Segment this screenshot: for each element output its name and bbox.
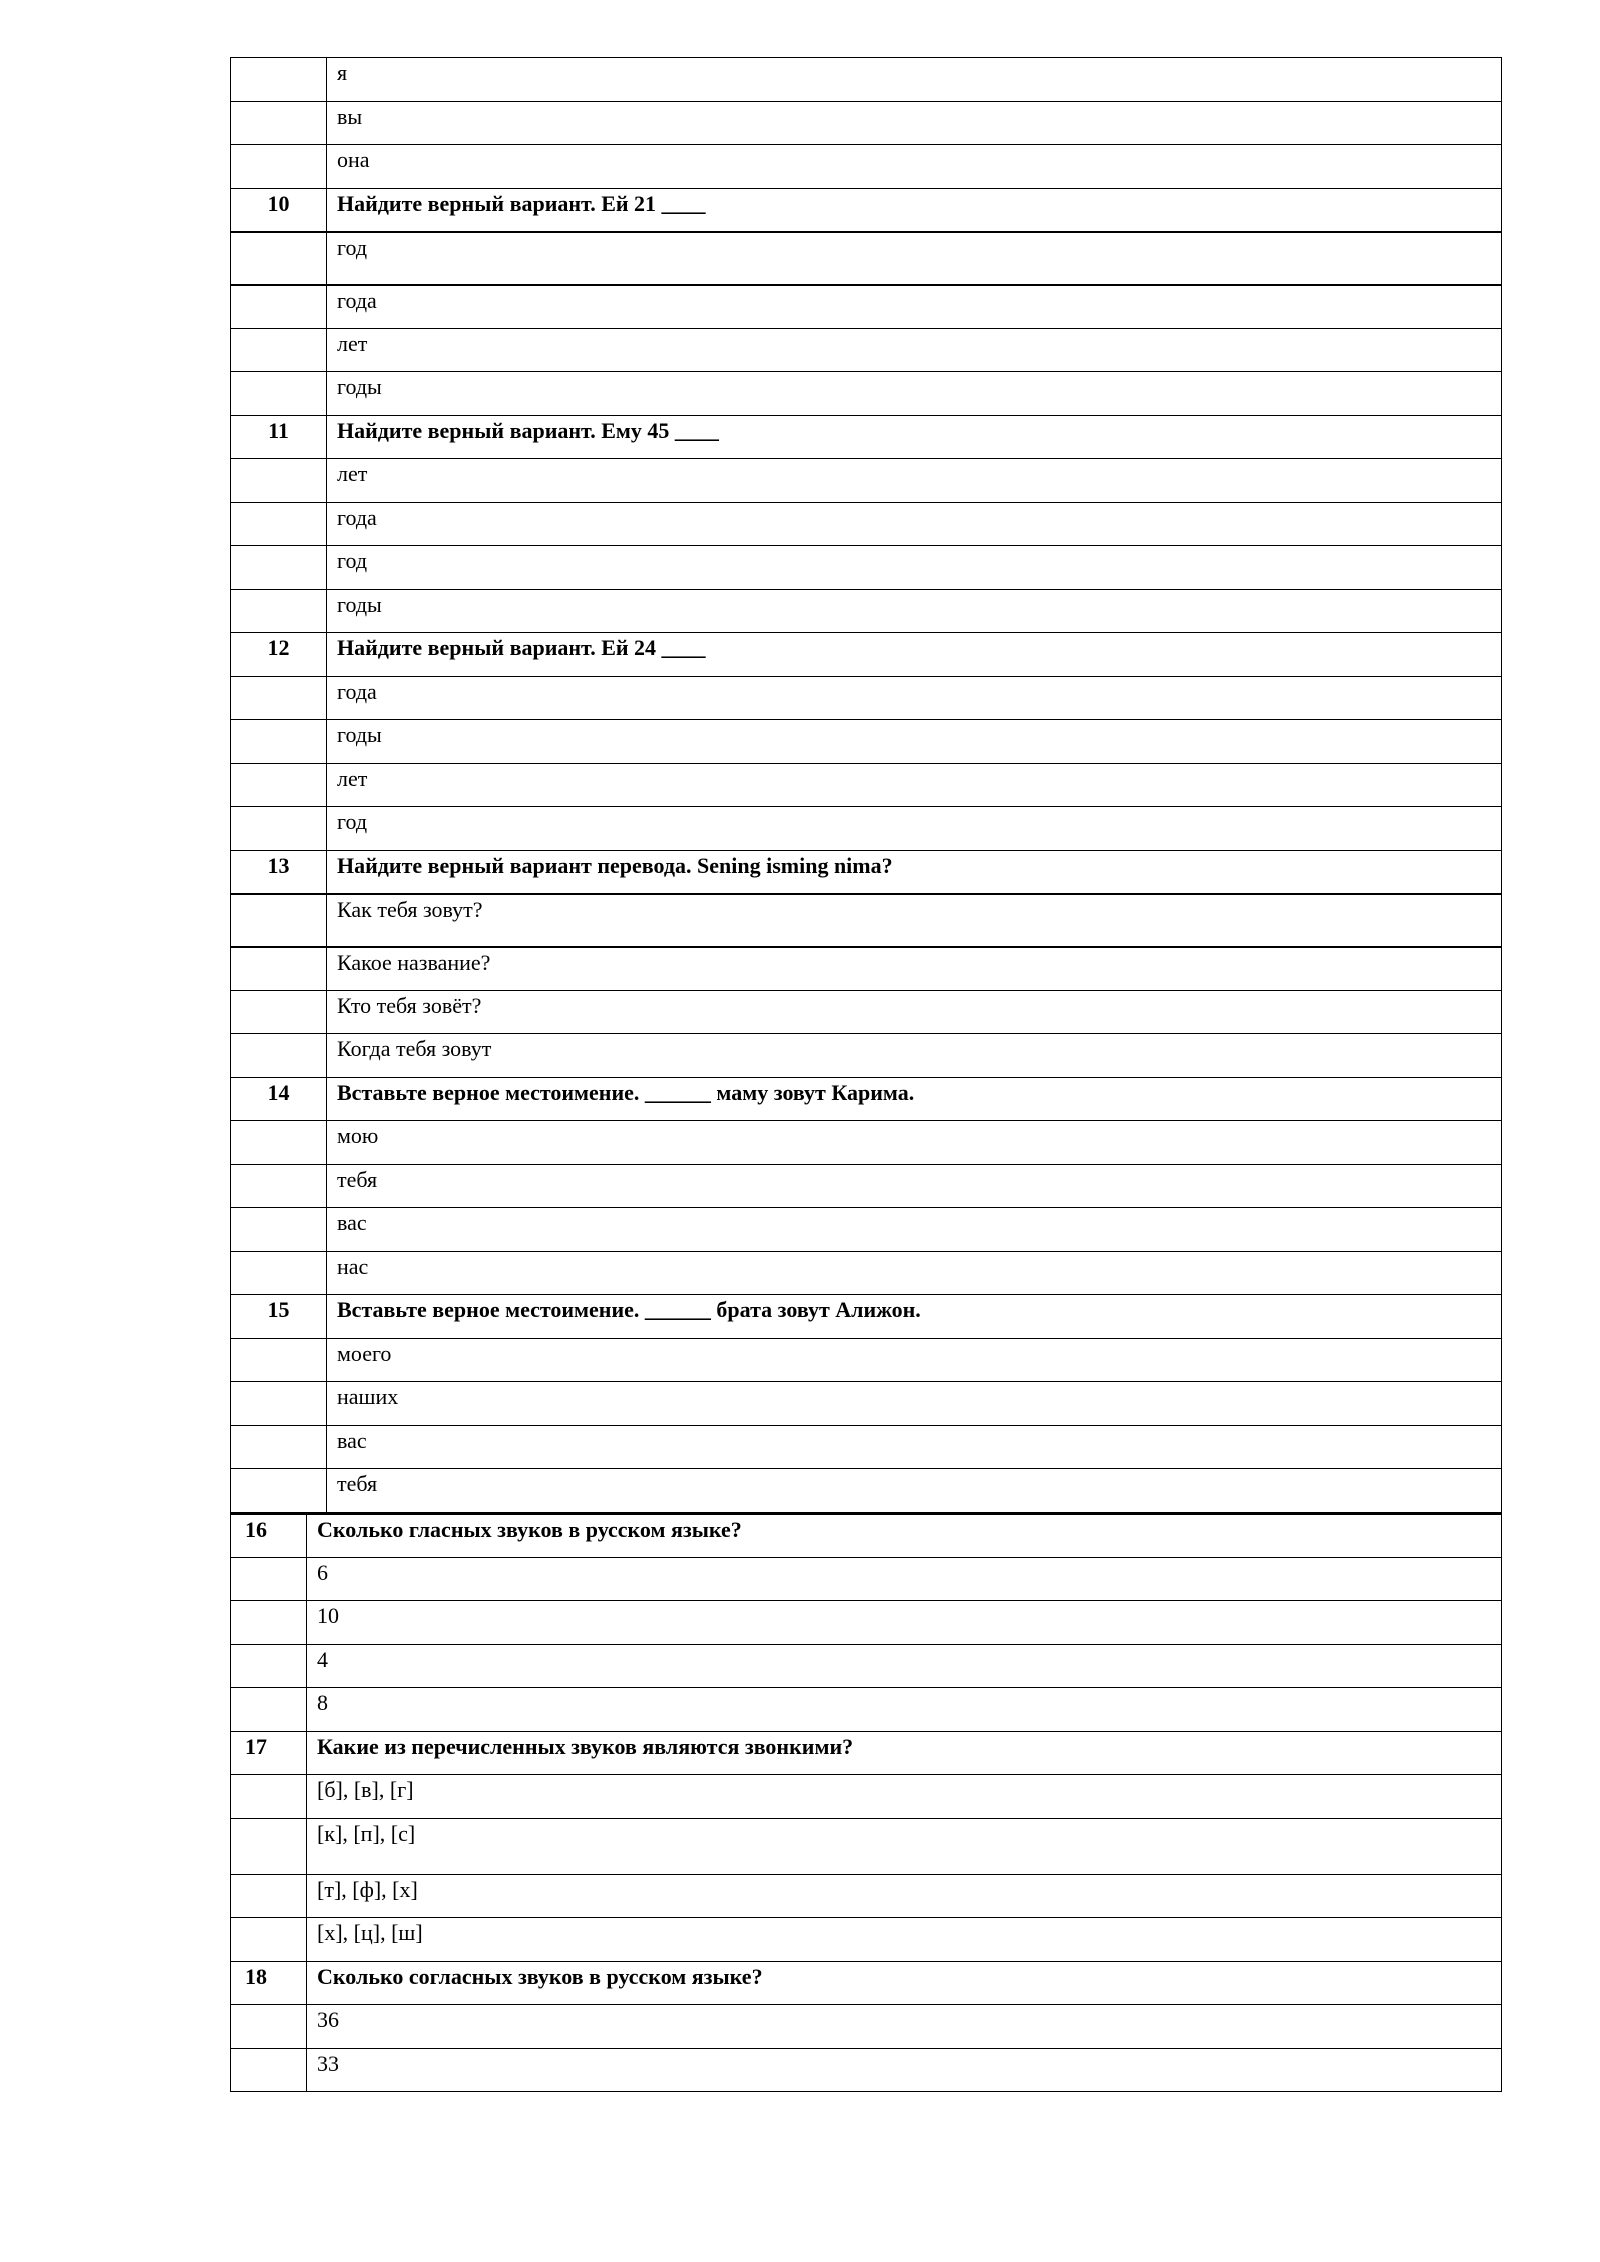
answer-option-row [231, 1469, 1502, 1513]
answer-option-text: год [327, 232, 1502, 285]
question-number-cell [231, 589, 327, 633]
answer-option-row [231, 1251, 1502, 1295]
answer-option-row [231, 145, 1502, 189]
question-row [231, 850, 1502, 894]
answer-option-text: моего [327, 1338, 1502, 1382]
questions-table-part2 [230, 1513, 1502, 2093]
question-number-cell [231, 58, 327, 102]
answer-option-text: Как тебя зовут? [327, 894, 1502, 947]
question-number-cell: 13 [231, 850, 327, 894]
answer-option-text: 4 [307, 1644, 1502, 1688]
answer-option-text: год [327, 807, 1502, 851]
answer-option-row [231, 58, 1502, 102]
answer-option-row [231, 372, 1502, 416]
question-number-cell [231, 807, 327, 851]
question-number-cell [231, 328, 327, 372]
answer-option-text: наших [327, 1382, 1502, 1426]
answer-option-row [231, 990, 1502, 1034]
answer-option-row [231, 232, 1502, 285]
question-number-cell [231, 232, 327, 285]
answer-option-text: лет [327, 328, 1502, 372]
question-number-cell [231, 459, 327, 503]
question-number-cell [231, 1251, 327, 1295]
answer-option-row [231, 807, 1502, 851]
question-number-cell [231, 1338, 327, 1382]
question-number-cell [231, 1874, 307, 1918]
question-number-cell [231, 2005, 307, 2049]
question-number-cell [231, 1469, 327, 1513]
question-number-cell: 18 [231, 1961, 307, 2005]
question-row [231, 1961, 1502, 2005]
answer-option-text: тебя [327, 1469, 1502, 1513]
answer-option-row [231, 328, 1502, 372]
question-number-cell: 10 [231, 188, 327, 232]
answer-option-row [231, 502, 1502, 546]
answer-option-text: годы [327, 589, 1502, 633]
answer-option-row [231, 1874, 1502, 1918]
answer-option-text: [х], [ц], [ш] [307, 1918, 1502, 1962]
answer-option-row [231, 947, 1502, 991]
question-text: Вставьте верное местоимение. ______ маму зовут Карима. [327, 1077, 1502, 1121]
answer-option-text: мою [327, 1121, 1502, 1165]
answer-option-row [231, 1382, 1502, 1426]
answer-option-text: вас [327, 1208, 1502, 1252]
question-number-cell [231, 2048, 307, 2092]
answer-option-row [231, 546, 1502, 590]
question-text: Вставьте верное местоимение. ______ брата зовут Алижон. [327, 1295, 1502, 1339]
question-number-cell: 15 [231, 1295, 327, 1339]
answer-option-text: 6 [307, 1557, 1502, 1601]
answer-option-row [231, 1775, 1502, 1819]
answer-option-text: года [327, 285, 1502, 329]
answer-option-row [231, 285, 1502, 329]
answer-option-row [231, 676, 1502, 720]
answer-option-text: [т], [ф], [х] [307, 1874, 1502, 1918]
answer-option-text: 10 [307, 1601, 1502, 1645]
answer-option-row [231, 1425, 1502, 1469]
answer-option-text: года [327, 502, 1502, 546]
questions-table-part1 [230, 57, 1502, 1513]
question-row [231, 415, 1502, 459]
question-text: Какие из перечисленных звуков являются звонкими? [307, 1731, 1502, 1775]
answer-option-text: 8 [307, 1688, 1502, 1732]
question-number-cell: 12 [231, 633, 327, 677]
answer-option-row [231, 1644, 1502, 1688]
answer-option-text: годы [327, 720, 1502, 764]
question-number-cell [231, 1382, 327, 1426]
answer-option-text: она [327, 145, 1502, 189]
answer-option-row [231, 2005, 1502, 2049]
answer-option-text: 36 [307, 2005, 1502, 2049]
question-row [231, 1514, 1502, 1558]
question-number-cell [231, 1557, 307, 1601]
answer-option-text: года [327, 676, 1502, 720]
question-row [231, 1077, 1502, 1121]
answer-option-row [231, 894, 1502, 947]
question-text: Найдите верный вариант перевода. Sening isming nima? [327, 850, 1502, 894]
question-number-cell [231, 1688, 307, 1732]
question-number-cell [231, 1644, 307, 1688]
answer-option-row [231, 589, 1502, 633]
answer-option-text: Кто тебя зовёт? [327, 990, 1502, 1034]
answer-option-row [231, 1034, 1502, 1078]
question-number-cell [231, 1918, 307, 1962]
question-number-cell [231, 676, 327, 720]
question-number-cell [231, 1601, 307, 1645]
answer-option-row [231, 1601, 1502, 1645]
question-text: Найдите верный вариант. Ей 21 ____ [327, 188, 1502, 232]
answer-option-text: лет [327, 459, 1502, 503]
question-number-cell: 14 [231, 1077, 327, 1121]
answer-option-text: тебя [327, 1164, 1502, 1208]
question-number-cell [231, 1034, 327, 1078]
question-text: Найдите верный вариант. Ему 45 ____ [327, 415, 1502, 459]
answer-option-row [231, 1557, 1502, 1601]
question-number-cell: 11 [231, 415, 327, 459]
answer-option-text: Когда тебя зовут [327, 1034, 1502, 1078]
question-number-cell [231, 894, 327, 947]
answer-option-row [231, 1338, 1502, 1382]
question-text: Сколько согласных звуков в русском языке? [307, 1961, 1502, 2005]
answer-option-text: лет [327, 763, 1502, 807]
answer-option-row [231, 1818, 1502, 1874]
answer-option-text: 33 [307, 2048, 1502, 2092]
question-number-cell [231, 1425, 327, 1469]
answer-option-row [231, 2048, 1502, 2092]
question-number-cell [231, 1208, 327, 1252]
answer-option-text: Какое название? [327, 947, 1502, 991]
question-number-cell [231, 372, 327, 416]
question-text: Найдите верный вариант. Ей 24 ____ [327, 633, 1502, 677]
question-number-cell [231, 1121, 327, 1165]
test-sheet [230, 57, 1502, 2092]
question-number-cell [231, 763, 327, 807]
question-row [231, 1295, 1502, 1339]
answer-option-row [231, 1121, 1502, 1165]
answer-option-row [231, 1688, 1502, 1732]
question-row [231, 633, 1502, 677]
answer-option-row [231, 1164, 1502, 1208]
answer-option-text: год [327, 546, 1502, 590]
question-number-cell [231, 285, 327, 329]
question-number-cell [231, 502, 327, 546]
question-number-cell: 16 [231, 1514, 307, 1558]
answer-option-text: я [327, 58, 1502, 102]
question-number-cell [231, 1775, 307, 1819]
question-number-cell [231, 1164, 327, 1208]
question-row [231, 188, 1502, 232]
answer-option-row [231, 763, 1502, 807]
answer-option-row [231, 1918, 1502, 1962]
question-number-cell [231, 1818, 307, 1874]
answer-option-text: [б], [в], [г] [307, 1775, 1502, 1819]
question-number-cell [231, 947, 327, 991]
question-number-cell [231, 990, 327, 1034]
question-number-cell [231, 546, 327, 590]
answer-option-text: нас [327, 1251, 1502, 1295]
answer-option-row [231, 1208, 1502, 1252]
answer-option-text: [к], [п], [с] [307, 1818, 1502, 1874]
question-number-cell: 17 [231, 1731, 307, 1775]
question-row [231, 1731, 1502, 1775]
question-number-cell [231, 145, 327, 189]
answer-option-row [231, 459, 1502, 503]
question-number-cell [231, 101, 327, 145]
answer-option-row [231, 720, 1502, 764]
answer-option-text: вас [327, 1425, 1502, 1469]
answer-option-text: годы [327, 372, 1502, 416]
answer-option-text: вы [327, 101, 1502, 145]
question-text: Сколько гласных звуков в русском языке? [307, 1514, 1502, 1558]
answer-option-row [231, 101, 1502, 145]
question-number-cell [231, 720, 327, 764]
